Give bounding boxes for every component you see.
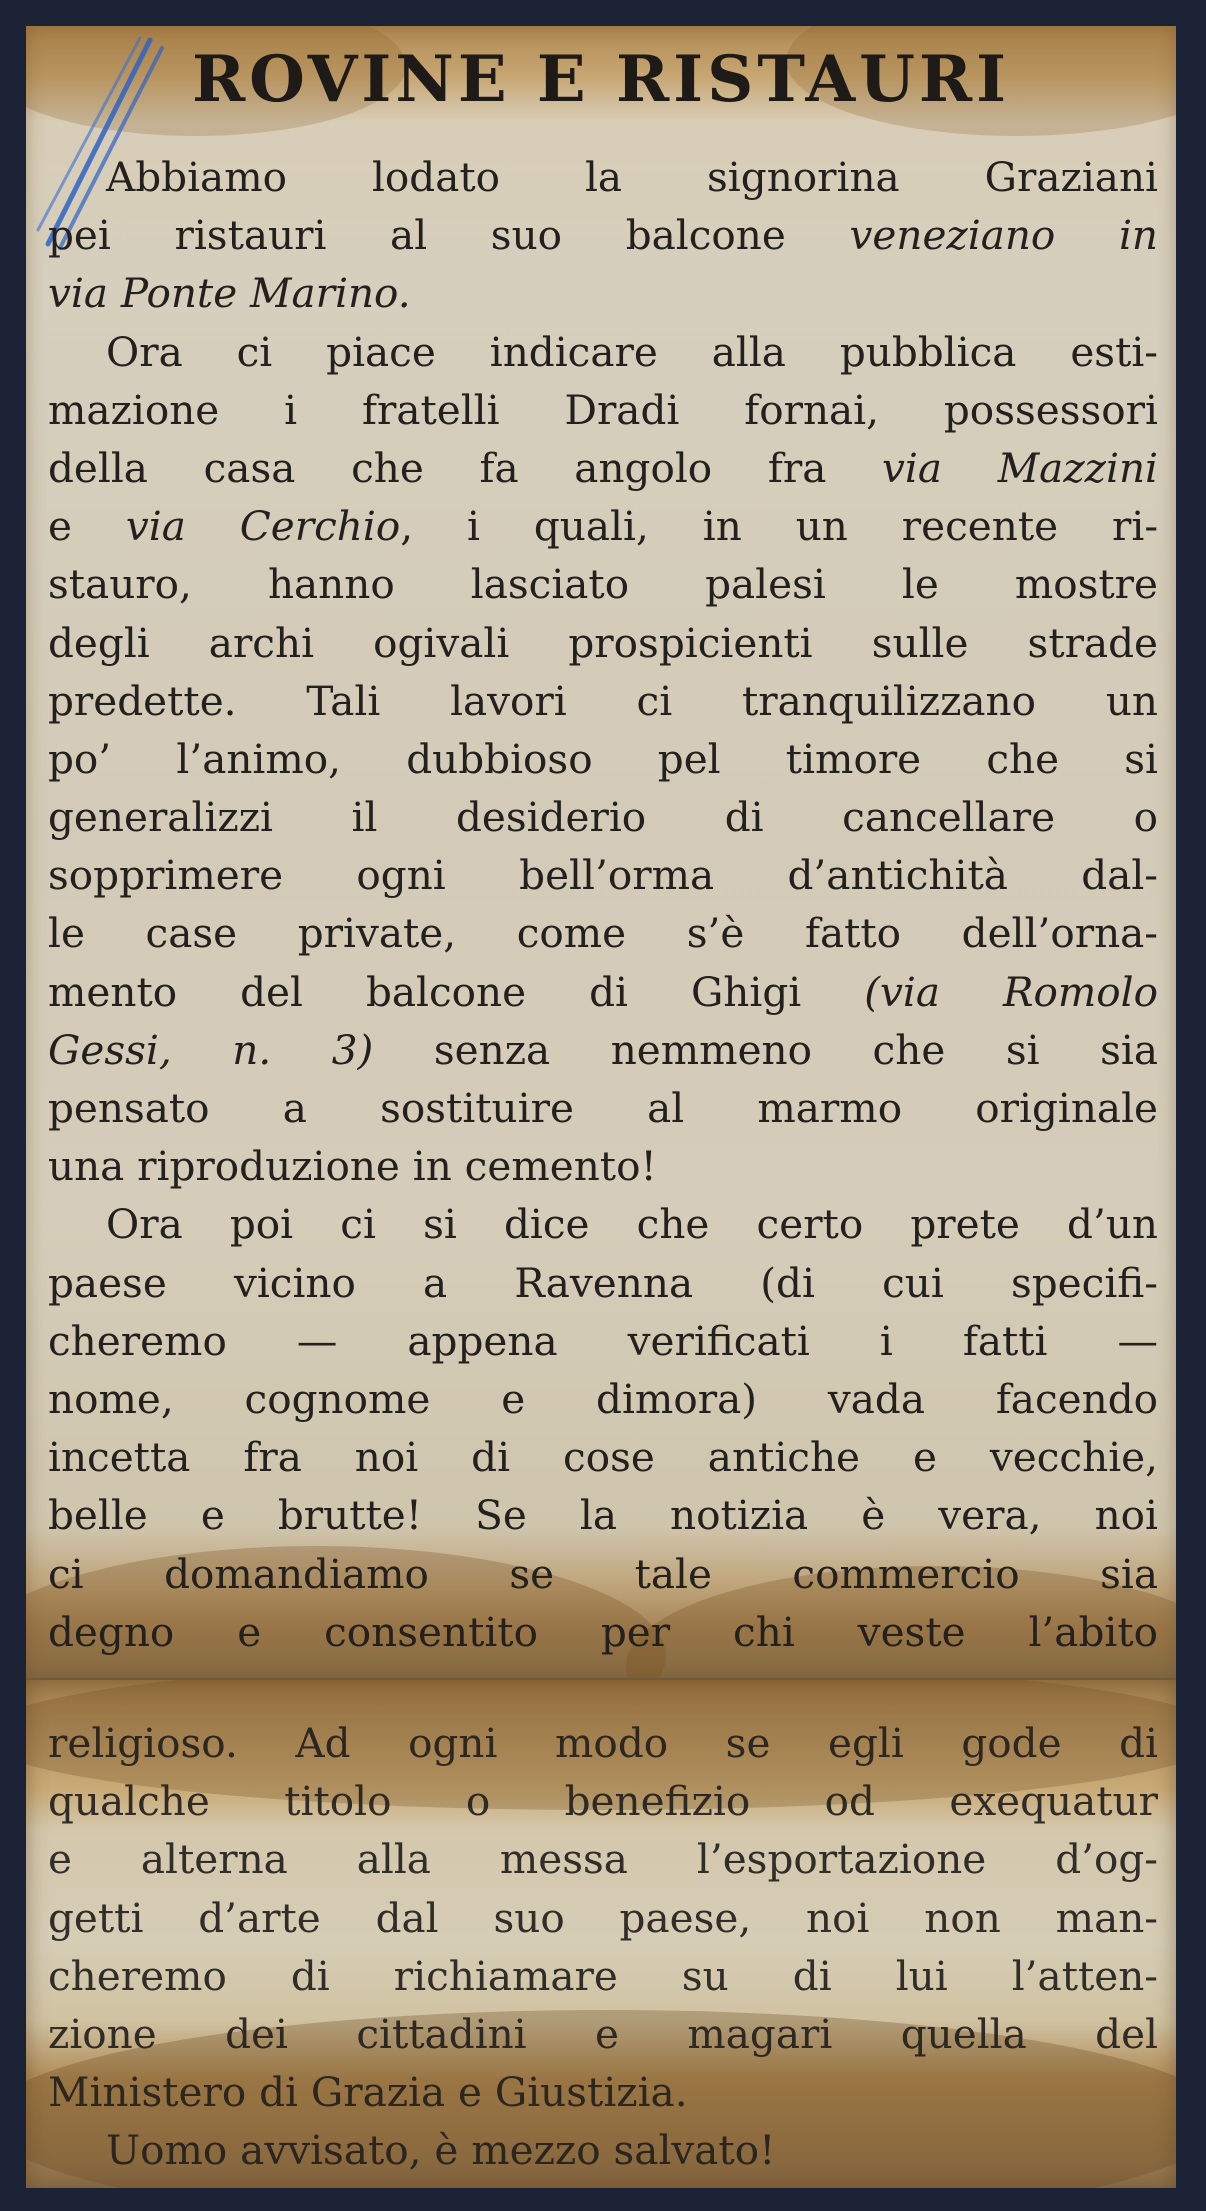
- text-line-italic: (via Romolo: [864, 967, 1158, 1016]
- article-title: ROVINE E RISTAURI: [191, 42, 1011, 117]
- text-line: [48, 788, 1158, 846]
- text-line-roman: Uomo avvisato, è mezzo salvato!: [106, 2126, 776, 2175]
- article-body-lower: [48, 1714, 1158, 2180]
- text-line-roman: stauro, hanno lasciato palesi le mostre: [48, 560, 1158, 609]
- text-line-roman-tail: senza nemmeno che si sia: [373, 1025, 1158, 1074]
- text-line-italic: via Cerchio: [125, 502, 401, 551]
- text-line-roman-tail: , i quali, in un recente ri-: [400, 502, 1158, 551]
- text-line: [48, 904, 1158, 962]
- text-line-roman: religioso. Ad ogni modo se egli gode di: [48, 1719, 1158, 1767]
- text-line: [48, 1947, 1158, 2005]
- text-line: [48, 614, 1158, 672]
- text-line-roman: predette. Tali lavori ci tranquilizzano un: [48, 676, 1158, 725]
- text-line-roman: pei ristauri al suo balcone: [48, 211, 850, 260]
- clipping-upper-piece: [26, 26, 1176, 1680]
- text-line: [48, 381, 1158, 439]
- text-line: [48, 148, 1158, 206]
- text-line-roman: cheremo — appena verificati i fatti —: [48, 1316, 1158, 1365]
- text-line-roman: Ministero di Grazia e Giustizia.: [48, 2068, 688, 2117]
- text-line-italic: Gessi, n. 3): [48, 1025, 374, 1074]
- text-line-roman: qualche titolo o benefizio od exequatur: [48, 1777, 1158, 1826]
- text-line-roman: getti d’arte dal suo paese, noi non man-: [48, 1893, 1158, 1942]
- text-line: [48, 497, 1158, 555]
- text-line: [48, 672, 1158, 730]
- text-line-roman: degli archi ogivali prospicienti sulle strade: [48, 618, 1158, 667]
- text-line: [48, 264, 1158, 322]
- text-line: [48, 1830, 1158, 1888]
- text-line-roman: e: [48, 502, 126, 551]
- text-line: [48, 1486, 1158, 1544]
- text-line: [48, 323, 1158, 381]
- text-line: [48, 1714, 1158, 1772]
- text-line: [48, 1370, 1158, 1428]
- text-line-roman: Abbiamo lodato la signorina Graziani: [106, 153, 1158, 201]
- text-line: [48, 1021, 1158, 1079]
- text-line-roman: generalizzi il desiderio di cancellare o: [48, 793, 1158, 842]
- text-line-roman: mazione i fratelli Dradi fornai, possessori: [48, 385, 1158, 434]
- text-line-roman: zione dei cittadini e magari quella del: [48, 2009, 1158, 2058]
- text-line: [48, 206, 1158, 264]
- text-line-roman: della casa che fa angolo fra: [48, 443, 883, 492]
- text-line: [48, 2005, 1158, 2063]
- text-line: [48, 730, 1158, 788]
- text-line: [48, 2063, 1158, 2121]
- text-line: [48, 439, 1158, 497]
- text-line-roman: nome, cognome e dimora) vada facendo: [48, 1374, 1158, 1423]
- text-line-roman: paese vicino a Ravenna (di cui specifi-: [48, 1258, 1158, 1307]
- text-line: [48, 1428, 1158, 1486]
- text-line-roman: po’ l’animo, dubbioso pel timore che si: [48, 734, 1158, 783]
- text-line: [48, 1772, 1158, 1830]
- text-line: [48, 1079, 1158, 1137]
- text-line-roman: ci domandiamo se tale commercio sia: [48, 1549, 1158, 1598]
- text-line: [48, 1889, 1158, 1947]
- text-line-roman: una riproduzione in cemento!: [48, 1142, 657, 1191]
- text-line: [48, 2121, 1158, 2179]
- text-line: [48, 963, 1158, 1021]
- text-line-roman: Ora ci piace indicare alla pubblica esti-: [106, 327, 1158, 376]
- text-line: [48, 846, 1158, 904]
- text-line-roman: belle e brutte! Se la notizia è vera, noi: [48, 1491, 1158, 1540]
- newspaper-clipping: [26, 26, 1176, 2186]
- article-body-upper: [48, 148, 1158, 1661]
- text-line-roman: Ora poi ci si dice che certo prete d’un: [106, 1200, 1158, 1249]
- text-line: [48, 1195, 1158, 1253]
- text-line-roman: sopprimere ogni bell’orma d’antichità dal-: [48, 851, 1158, 900]
- text-line: [48, 555, 1158, 613]
- text-line: [48, 1312, 1158, 1370]
- clipping-lower-piece: [26, 1678, 1176, 2188]
- text-line-roman: pensato a sostituire al marmo originale: [48, 1084, 1158, 1132]
- text-line: [48, 1603, 1158, 1661]
- text-line-roman: e alterna alla messa l’esportazione d’og-: [48, 1835, 1158, 1884]
- text-line-italic: via Mazzini: [882, 443, 1158, 492]
- text-line-italic: veneziano in: [849, 211, 1158, 260]
- text-line: [48, 1137, 1158, 1195]
- text-line-italic: via Ponte Marino.: [48, 269, 411, 318]
- text-line-roman: incetta fra noi di cose antiche e vecchie,: [48, 1433, 1158, 1482]
- text-line: [48, 1545, 1158, 1603]
- text-line-roman: cheremo di richiamare su di lui l’atten-: [48, 1951, 1158, 2000]
- text-line-roman: le case private, come s’è fatto dell’orna-: [48, 909, 1158, 958]
- text-line-roman: degno e consentito per chi veste l’abito: [48, 1607, 1158, 1656]
- text-line-roman: mento del balcone di Ghigi: [48, 967, 865, 1016]
- text-line: [48, 1254, 1158, 1312]
